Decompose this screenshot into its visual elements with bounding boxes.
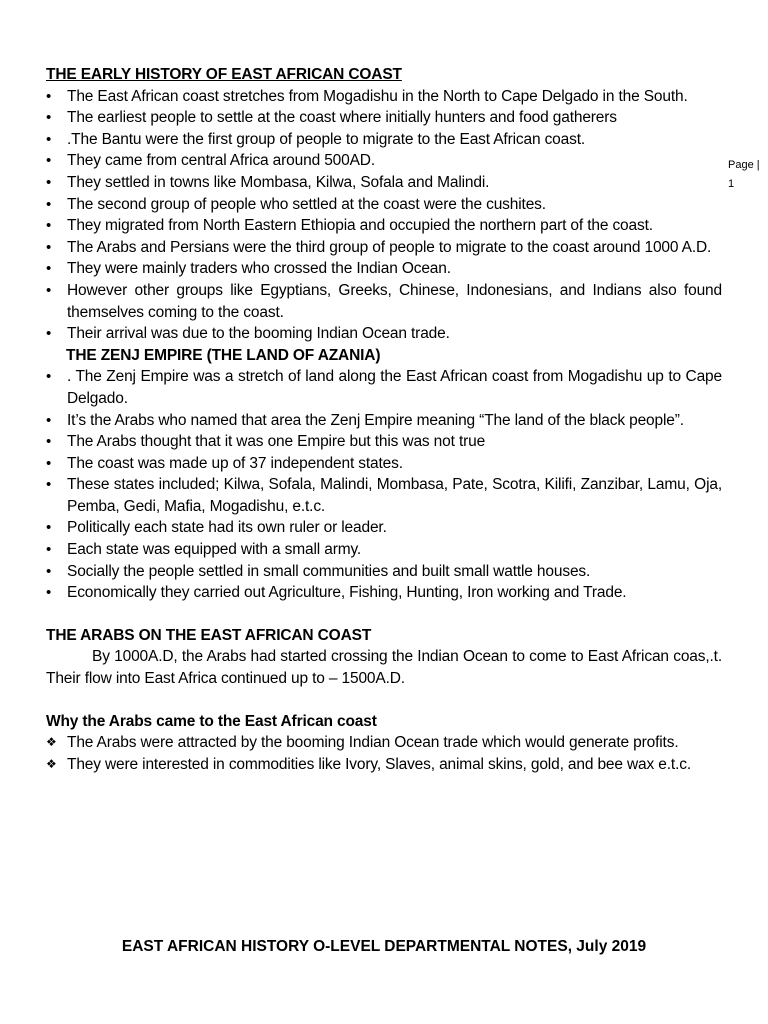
list-item: • Their arrival was due to the booming Indian Ocean trade. xyxy=(46,323,722,345)
list-item: • They migrated from North Eastern Ethiopia and occupied the northern part of the coast. xyxy=(46,215,722,237)
list-item: • However other groups like Egyptians, Greeks, Chinese, Indonesians, and Indians also found themselves coming to the coast. xyxy=(46,280,722,323)
list-item: • It’s the Arabs who named that area the Zenj Empire meaning “The land of the black people”. xyxy=(46,410,722,432)
spacer xyxy=(46,690,722,711)
spacer xyxy=(46,604,722,625)
heading-why-arabs: Why the Arabs came to the East African coast xyxy=(46,712,377,730)
list-item: ❖ They were interested in commodities like Ivory, Slaves, animal skins, gold, and bee wax e.t.c. xyxy=(46,754,722,776)
heading-zenj-empire: THE ZENJ EMPIRE (THE LAND OF AZANIA) xyxy=(66,346,381,364)
list-item: • The earliest people to settle at the coast where initially hunters and food gatherers xyxy=(46,107,722,129)
list-item: • The Arabs thought that it was one Empire but this was not true xyxy=(46,431,722,453)
list-item: • . The Zenj Empire was a stretch of land along the East African coast from Mogadishu up to Cape Delgado. xyxy=(46,366,722,409)
list-item: • The coast was made up of 37 independent states. xyxy=(46,453,722,475)
list-item: • These states included; Kilwa, Sofala, Malindi, Mombasa, Pate, Scotra, Kilifi, Zanzibar, Lamu, Oja, Pemba, Gedi, Mafia, Mogadishu, e.t.c. xyxy=(46,474,722,517)
list-item: ❖ The Arabs were attracted by the booming Indian Ocean trade which would generate profits. xyxy=(46,732,722,754)
list-zenj-empire xyxy=(46,366,722,604)
list-item: • Socially the people settled in small communities and built small wattle houses. xyxy=(46,561,722,583)
list-item: • They came from central Africa around 500AD. xyxy=(46,150,722,172)
document-body xyxy=(46,64,722,775)
list-early-history xyxy=(46,86,722,345)
list-why-arabs xyxy=(46,732,722,775)
paragraph-arabs-coast: By 1000A.D, the Arabs had started crossing the Indian Ocean to come to East African coas,.t. Their flow into East Africa continued up to – 1500A.D. xyxy=(46,648,722,688)
list-item: • Economically they carried out Agriculture, Fishing, Hunting, Iron working and Trade. xyxy=(46,582,722,604)
heading-early-history: THE EARLY HISTORY OF EAST AFRICAN COAST xyxy=(46,66,402,83)
list-item: • They settled in towns like Mombasa, Kilwa, Sofala and Malindi. xyxy=(46,172,722,194)
page-number-margin xyxy=(728,156,768,194)
list-item: • The East African coast stretches from Mogadishu in the North to Cape Delgado in the South. xyxy=(46,86,722,108)
list-item: • The Arabs and Persians were the third group of people to migrate to the coast around 1000 A.D. xyxy=(46,237,722,259)
page-number: 1 xyxy=(728,178,735,190)
list-item: • The second group of people who settled at the coast were the cushites. xyxy=(46,194,722,216)
list-item: • Each state was equipped with a small army. xyxy=(46,539,722,561)
page-label: Page | xyxy=(728,159,760,171)
document-footer: EAST AFRICAN HISTORY O-LEVEL DEPARTMENTAL NOTES, July 2019 xyxy=(121,938,647,955)
heading-arabs-coast: THE ARABS ON THE EAST AFRICAN COAST xyxy=(46,626,372,644)
list-item: • .The Bantu were the first group of people to migrate to the East African coast. xyxy=(46,129,722,151)
list-item: • Politically each state had its own ruler or leader. xyxy=(46,517,722,539)
list-item: • They were mainly traders who crossed the Indian Ocean. xyxy=(46,258,722,280)
